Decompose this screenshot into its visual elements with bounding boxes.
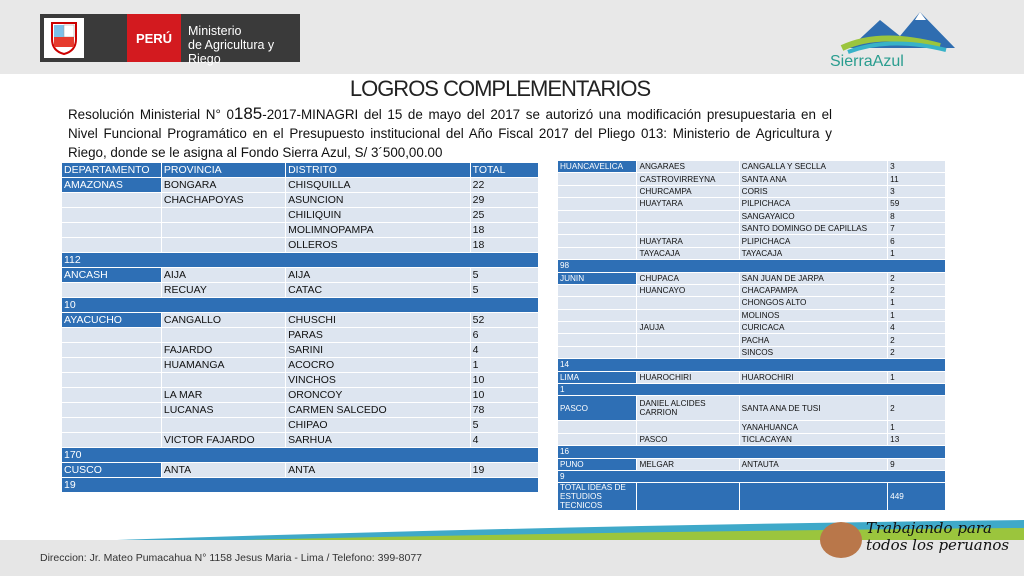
table-cell: 1 (888, 247, 946, 259)
table-row (558, 247, 946, 259)
subtotal-cell: 16 (558, 446, 946, 458)
table-cell: PASCO (558, 396, 637, 421)
subtotal-cell: 170 (62, 448, 539, 463)
table-cell (739, 483, 887, 511)
table-cell: ANGARAES (637, 161, 739, 173)
table-cell: CHISQUILLA (286, 178, 471, 193)
table-cell: TICLACAYAN (739, 433, 887, 445)
table-cell: SANTA ANA DE TUSI (739, 396, 887, 421)
table-cell: CASTROVIRREYNA (637, 173, 739, 185)
table-cell: CHIPAO (286, 418, 471, 433)
table-cell: 29 (470, 193, 538, 208)
table-cell: ANCASH (62, 268, 162, 283)
table-cell (637, 297, 739, 309)
table-cell: 10 (470, 388, 538, 403)
table-cell: 4 (470, 343, 538, 358)
table-cell: 1 (888, 297, 946, 309)
table-cell (637, 210, 739, 222)
table-cell (637, 346, 739, 358)
table-cell: CURICACA (739, 322, 887, 334)
table-cell: PARAS (286, 328, 471, 343)
table-row (558, 433, 946, 445)
table-cell: PUNO (558, 458, 637, 470)
header-cell: DEPARTAMENTO (62, 163, 162, 178)
table-cell (62, 208, 162, 223)
subtotal-cell: 10 (62, 298, 539, 313)
table-cell (161, 373, 285, 388)
subtotal-row (558, 359, 946, 371)
table-cell (558, 284, 637, 296)
table-cell (62, 373, 162, 388)
table-cell: 22 (470, 178, 538, 193)
table-cell: 18 (470, 223, 538, 238)
subtotal-cell: 14 (558, 359, 946, 371)
table-cell: 9 (888, 458, 946, 470)
table-cell: HUAYTARA (637, 198, 739, 210)
table-row (558, 272, 946, 284)
table-cell: AMAZONAS (62, 178, 162, 193)
subtotal-row (62, 298, 539, 313)
table-row (558, 185, 946, 197)
table-cell: CORIS (739, 185, 887, 197)
table-cell (62, 193, 162, 208)
table-cell: LA MAR (161, 388, 285, 403)
table-cell (558, 309, 637, 321)
table-cell (62, 418, 162, 433)
table-cell: CHUSCHI (286, 313, 471, 328)
table-cell: 1 (888, 371, 946, 383)
subtotal-cell: 9 (558, 470, 946, 482)
header-band (0, 0, 1024, 74)
table-cell (558, 433, 637, 445)
table-cell: SANTO DOMINGO DE CAPILLAS (739, 222, 887, 234)
table-cell: 78 (470, 403, 538, 418)
table-cell: 2 (888, 346, 946, 358)
table-cell (62, 328, 162, 343)
table-cell: 449 (888, 483, 946, 511)
slogan: Trabajando para todos los peruanos (866, 519, 1010, 554)
table-cell: PILPICHACA (739, 198, 887, 210)
table-cell: FAJARDO (161, 343, 285, 358)
table-cell: CARMEN SALCEDO (286, 403, 471, 418)
table-cell: CANGALLA Y SECLLA (739, 161, 887, 173)
table-cell: SARINI (286, 343, 471, 358)
ministry-name: Ministerio de Agricultura y Riego (188, 24, 275, 66)
table-cell: PASCO (637, 433, 739, 445)
table-cell (62, 223, 162, 238)
table-row (62, 283, 539, 298)
table-row (558, 322, 946, 334)
table-row (62, 238, 539, 253)
table-cell: CHURCAMPA (637, 185, 739, 197)
table-cell: LUCANAS (161, 403, 285, 418)
table-row (558, 458, 946, 470)
table-row (62, 193, 539, 208)
table-cell (637, 421, 739, 433)
table-cell: TAYACAJA (637, 247, 739, 259)
table-cell: 1 (888, 421, 946, 433)
table-cell (62, 388, 162, 403)
table-cell: 59 (888, 198, 946, 210)
table-cell: HUANCAYO (637, 284, 739, 296)
table-cell: 3 (888, 185, 946, 197)
table-cell: CHACAPAMPA (739, 284, 887, 296)
table-cell: 4 (470, 433, 538, 448)
right-table (557, 160, 946, 511)
table-cell (62, 283, 162, 298)
intro-paragraph (68, 104, 832, 162)
person-photo (820, 522, 862, 558)
country-label: PERÚ (127, 14, 181, 62)
table-cell: LIMA (558, 371, 637, 383)
table-cell (558, 173, 637, 185)
program-logo-text: SierraAzul (830, 53, 904, 70)
table-row (62, 418, 539, 433)
table-cell (62, 238, 162, 253)
table-cell: 10 (470, 373, 538, 388)
table-cell (558, 210, 637, 222)
table-cell (161, 223, 285, 238)
table-cell (62, 433, 162, 448)
footer-address: Direccion: Jr. Mateo Pumacahua N° 1158 Jesus Maria - Lima / Telefono: 399-8077 (40, 552, 423, 564)
table-cell (637, 309, 739, 321)
table-cell: DANIEL ALCIDES CARRION (637, 396, 739, 421)
table-cell (558, 185, 637, 197)
table-cell (558, 297, 637, 309)
table-cell: 19 (470, 463, 538, 478)
table-row (558, 222, 946, 234)
subtotal-row (62, 448, 539, 463)
table-header-row (62, 163, 539, 178)
table-row (558, 198, 946, 210)
table-cell: 4 (888, 322, 946, 334)
table-cell: ANTA (286, 463, 471, 478)
subtotal-cell: 112 (62, 253, 539, 268)
table-cell (558, 346, 637, 358)
table-cell: PLIPICHACA (739, 235, 887, 247)
table-cell: MOLINOS (739, 309, 887, 321)
table-cell: CUSCO (62, 463, 162, 478)
coat-of-arms-icon (44, 18, 84, 58)
table-cell: SINCOS (739, 346, 887, 358)
table-cell: CHACHAPOYAS (161, 193, 285, 208)
table-cell: AYACUCHO (62, 313, 162, 328)
table-row (62, 313, 539, 328)
table-row (558, 235, 946, 247)
table-cell: HUAROCHIRI (739, 371, 887, 383)
table-cell: 52 (470, 313, 538, 328)
table-row (558, 421, 946, 433)
table-cell: ACOCRO (286, 358, 471, 373)
table-cell: 5 (470, 283, 538, 298)
subtotal-row (558, 384, 946, 396)
subtotal-row (62, 478, 539, 493)
table-cell: ORONCOY (286, 388, 471, 403)
table-cell: RECUAY (161, 283, 285, 298)
subtotal-cell: 1 (558, 384, 946, 396)
intro-number: 185 (233, 104, 263, 123)
subtotal-cell: 19 (62, 478, 539, 493)
table-cell (161, 418, 285, 433)
table-cell: AIJA (286, 268, 471, 283)
table-cell: SANGAYAICO (739, 210, 887, 222)
table-cell (637, 334, 739, 346)
table-cell: 8 (888, 210, 946, 222)
table-row (62, 388, 539, 403)
table-cell (161, 328, 285, 343)
table-cell (558, 222, 637, 234)
table-cell: HUAMANGA (161, 358, 285, 373)
table-cell: ASUNCION (286, 193, 471, 208)
table-cell: 7 (888, 222, 946, 234)
table-cell: JAUJA (637, 322, 739, 334)
intro-part2: -2017-MINAGRI del 15 de mayo del 2017 se autorizó una modificación presupuestaria en el Nivel Funcional Programático en el Presupuesto institucional del Año Fiscal 2017 del Pliego 013: Ministerio de Agricultura y Riego, donde se le asigna al Fondo Sierra Azul, S/ 3´500,00.00 (68, 107, 832, 160)
table-row (558, 210, 946, 222)
table-row (558, 346, 946, 358)
table-cell: HUAYTARA (637, 235, 739, 247)
table-row (62, 343, 539, 358)
table-row (62, 208, 539, 223)
table-cell: 11 (888, 173, 946, 185)
table-row (558, 371, 946, 383)
table-cell: SARHUA (286, 433, 471, 448)
table-row (62, 373, 539, 388)
table-cell: VINCHOS (286, 373, 471, 388)
table-row (62, 358, 539, 373)
table-cell (558, 421, 637, 433)
table-row (62, 433, 539, 448)
left-table (61, 162, 539, 493)
table-cell: MOLIMNOPAMPA (286, 223, 471, 238)
subtotal-cell: 98 (558, 260, 946, 272)
table-cell: 5 (470, 268, 538, 283)
header-cell: PROVINCIA (161, 163, 285, 178)
table-cell: 2 (888, 284, 946, 296)
table-cell: VICTOR FAJARDO (161, 433, 285, 448)
table-cell: 3 (888, 161, 946, 173)
table-row (558, 297, 946, 309)
table-cell (558, 247, 637, 259)
table-cell: 5 (470, 418, 538, 433)
subtotal-row (558, 260, 946, 272)
table-cell: ANTA (161, 463, 285, 478)
table-cell: CHILIQUIN (286, 208, 471, 223)
table-cell (161, 238, 285, 253)
subtotal-row (558, 470, 946, 482)
table-cell: AIJA (161, 268, 285, 283)
table-cell: 25 (470, 208, 538, 223)
table-cell: 2 (888, 272, 946, 284)
table-cell (637, 483, 739, 511)
table-cell (161, 208, 285, 223)
table-cell: 6 (470, 328, 538, 343)
table-cell: 1 (470, 358, 538, 373)
header-cell: DISTRITO (286, 163, 471, 178)
subtotal-row (62, 253, 539, 268)
table-cell: PACHA (739, 334, 887, 346)
table-row (558, 173, 946, 185)
table-cell: CANGALLO (161, 313, 285, 328)
subtotal-row (558, 446, 946, 458)
table-cell: BONGARA (161, 178, 285, 193)
table-row (62, 223, 539, 238)
table-cell (62, 358, 162, 373)
intro-part1: Resolución Ministerial N° 0 (68, 107, 234, 122)
table-cell: 13 (888, 433, 946, 445)
table-cell (558, 334, 637, 346)
header-cell: TOTAL (470, 163, 538, 178)
table-row (62, 403, 539, 418)
table-row (62, 463, 539, 478)
table-row (558, 483, 946, 511)
table-cell: YANAHUANCA (739, 421, 887, 433)
table-row (62, 268, 539, 283)
table-row (62, 178, 539, 193)
table-cell: CATAC (286, 283, 471, 298)
table-row (558, 334, 946, 346)
table-cell: 6 (888, 235, 946, 247)
table-cell: JUNIN (558, 272, 637, 284)
table-row (558, 161, 946, 173)
table-cell: ANTAUTA (739, 458, 887, 470)
table-cell (62, 403, 162, 418)
table-row (558, 396, 946, 421)
table-cell: 1 (888, 309, 946, 321)
table-cell: TAYACAJA (739, 247, 887, 259)
table-cell (558, 322, 637, 334)
table-cell: HUAROCHIRI (637, 371, 739, 383)
table-cell: 2 (888, 334, 946, 346)
table-cell: HUANCAVELICA (558, 161, 637, 173)
table-cell: SANTA ANA (739, 173, 887, 185)
table-cell (637, 222, 739, 234)
table-cell (558, 198, 637, 210)
table-cell: MELGAR (637, 458, 739, 470)
table-cell (558, 235, 637, 247)
table-row (558, 284, 946, 296)
table-cell: TOTAL IDEAS DE ESTUDIOS TECNICOS (558, 483, 637, 511)
table-cell: CHONGOS ALTO (739, 297, 887, 309)
sierra-azul-logo (820, 6, 970, 70)
ministry-logo (40, 14, 300, 66)
table-cell: OLLEROS (286, 238, 471, 253)
table-cell (62, 343, 162, 358)
table-cell: CHUPACA (637, 272, 739, 284)
page-title: LOGROS COMPLEMENTARIOS (349, 76, 651, 101)
table-row (62, 328, 539, 343)
table-row (558, 309, 946, 321)
table-cell: 18 (470, 238, 538, 253)
table-cell: 2 (888, 396, 946, 421)
table-cell: SAN JUAN DE JARPA (739, 272, 887, 284)
